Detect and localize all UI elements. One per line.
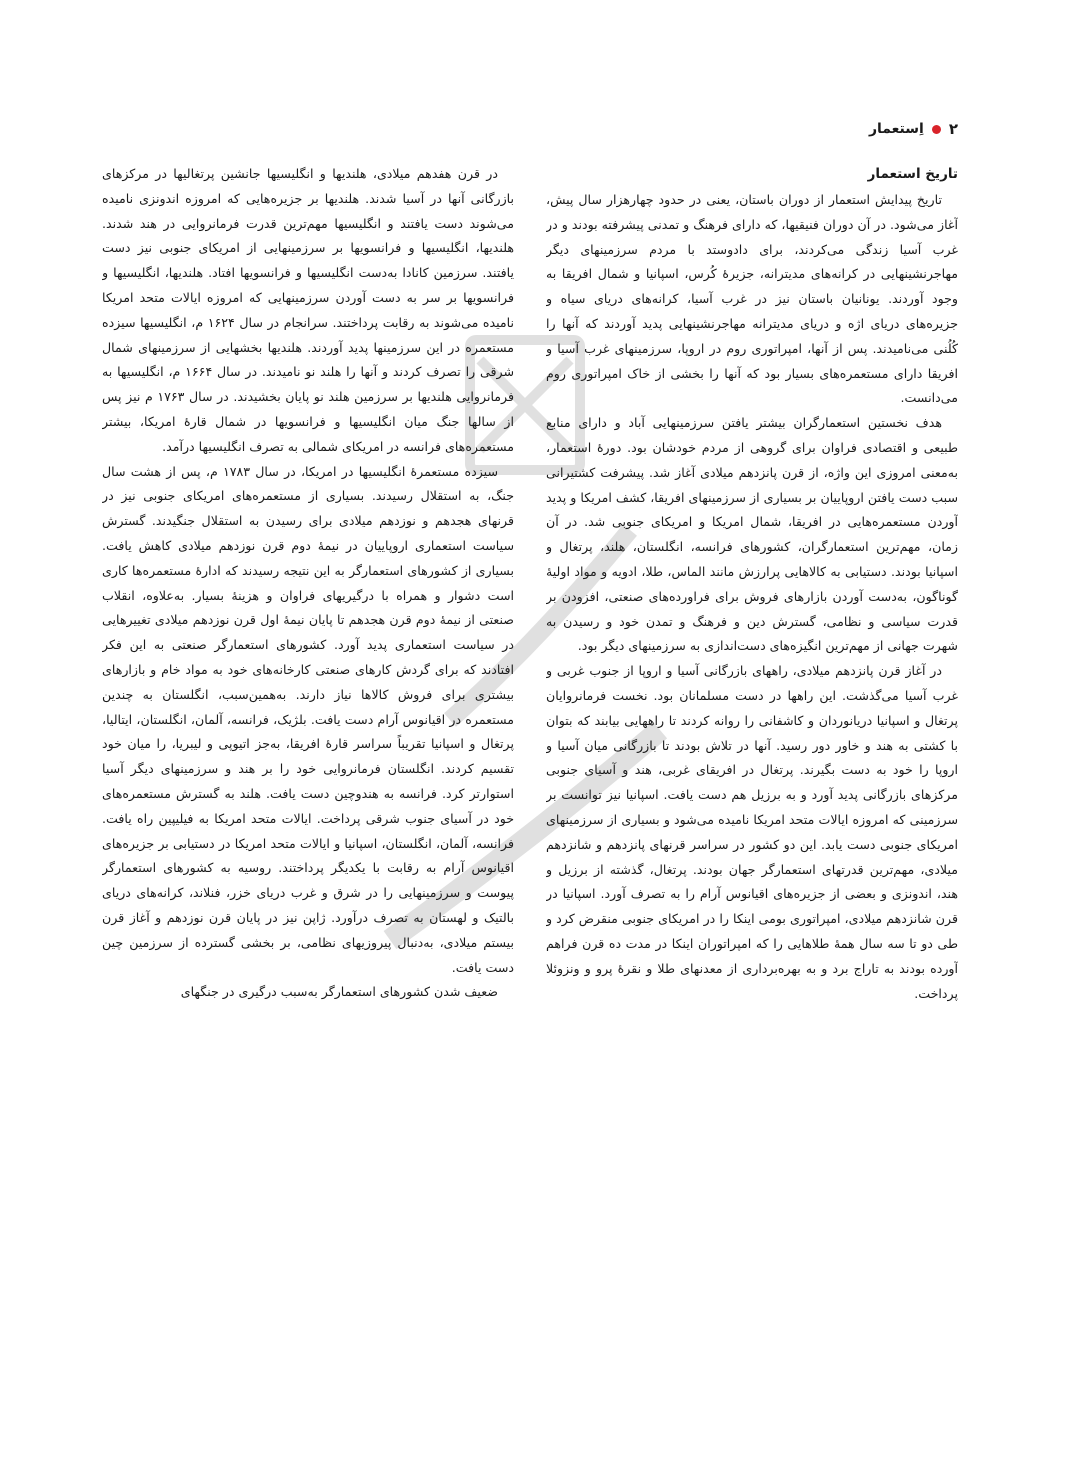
- paragraph: ضعیف شدن کشورهای استعمارگر به‌سبب درگیری در جنگهای: [180, 984, 498, 1000]
- paragraph: هدف نخستین استعمارگران بیشتر یافتن سرزمینهایی آباد و دارای منابع طبیعی و اقتصادی فراوان برای گروهی از مردم خودشان بود. دورهٔ استعمار، به‌معنی امروزی این واژه، از قرن پانزدهم میلادی آغاز شد. پیشرفت کشتیرانی سبب دست یافتن اروپاییان بر بسیاری از سرزمینهای افریقا، کشف امریکا و پدید آوردن مستعمره‌هایی در افریقا، شمال امریکا و امریکای جنوبی شد. در آن زمان، مهم‌ترین استعمارگران، کشورهای فرانسه، انگلستان، هلند، پرتغال و اسپانیا بودند. دستیابی به کالاهایی پرارزش مانند الماس، طلا، ادویه و مواد اولیهٔ گوناگون، به‌دست آوردن بازارهای فروش برای فراورده‌های صنعتی، افزودن بر قدرت سیاسی و نظامی، گسترش دین و فرهنگ و تمدن خود و رسیدن به شهرت جهانی از مهم‌ترین انگیزه‌های دست‌اندازی به سرزمینهای دیگر بود.: [546, 415, 958, 654]
- chapter-title: اِستعمار: [868, 121, 924, 137]
- red-bullet-icon: [932, 125, 941, 134]
- paragraph: در آغاز قرن پانزدهم میلادی، راههای بازرگانی آسیا و اروپا از جنوب غربی و غرب آسیا می‌گذشت. این راهها در دست مسلمانان بود. نخست فرمانروایان پرتغال و اسپانیا دریانوردان و کاشفانی را روانه کردند تا راههایی بیابند که بتوان با کشتی به هند و خاور دور رسید. آنها در تلاش بودند تا بازرگانی میان آسیا و اروپا را خود به دست بگیرند. پرتغال در افریقای غربی، هند و آسیای جنوبی مرکزهای بازرگانی پدید آورد و به برزیل هم دست یافت. اسپانیا نیز توانست بر سرزمینی که امروزه ایالات متحد امریکا نامیده می‌شود و بسیاری از سرزمینهای امریکای جنوبی دست یابد. این دو کشور در سراسر قرنهای پانزدهم و شانزدهم میلادی، مهم‌ترین قدرتهای استعمارگر جهان بودند. پرتغال، گذشته از برزیل و هند، اندونزی و بعضی از جزیره‌های اقیانوس آرام را به تصرف آورد. اسپانیا در قرن شانزدهم میلادی، امپراتوری بومی اینکا را در امریکای جنوبی منقرض کرد و طی دو تا سه سال همهٔ طلاهایی را که امپراتوران اینکا در مدت ده قرن فراهم آورده بودند به تاراج برد و به بهره‌برداری از معدنهای طلا و نقرهٔ پرو و ونزوئلا پرداخت.: [546, 663, 958, 1001]
- paragraph: تاریخ پیدایش استعمار از دوران باستان، یعنی در حدود چهارهزار سال پیش، آغاز می‌شود. در آن دوران فنیقیها، که دارای فرهنگ و تمدنی پیشرفته بودند و در غرب آسیا زندگی می‌کردند، برای دادوستد با مردم سرزمینهای دیگر مهاجرنشینهایی در کرانه‌های مدیترانه، جزیرهٔ کُرس، اسپانیا و شمال افریقا به وجود آوردند. یونانیان باستان نیز در غرب آسیا، کرانه‌های دریای سیاه و جزیره‌های دریای اژه و دریای مدیترانه مهاجرنشینهایی پدید آوردند که آنها را کُلُنی می‌نامیدند. پس از آنها، امپراتوری روم در اروپا، سرزمینهای غرب آسیا و افریقا دارای مستعمره‌های بسیار بود که آنها را بخشی از خاک امپراتوری روم می‌دانست.: [546, 192, 958, 406]
- paragraph: در قرن هفدهم میلادی، هلندیها و انگلیسیها جانشین پرتغالیها در مرکزهای بازرگانی آنها در آسیا شدند. هلندیها بر جزیره‌هایی که امروزه اندونزی نامیده می‌شوند دست یافتند و انگلیسیها مهم‌ترین قدرت فرمانروایی در هند شدند. هلندیها، انگلیسیها و فرانسویها بر سرزمینهایی از امریکای جنوبی نیز دست یافتند. سرزمین کانادا به‌دست انگلیسیها و فرانسویها افتاد. هلندیها، انگلیسیها و فرانسویها بر سر به دست آوردن سرزمینهایی که امروزه ایالات متحد امریکا نامیده می‌شوند به رقابت پرداختند. سرانجام در سال ۱۶۲۴ م، انگلیسیها سیزده مستعمره در این سرزمینها پدید آوردند. هلندیها بخشهایی از سرزمینهای شمال شرقی را تصرف کردند و آنها را هلند نو نامیدند. در سال ۱۶۶۴ م، انگلیسیها به فرمانروایی هلندیها بر سرزمین هلند نو پایان بخشیدند. در سال ۱۷۶۳ م نیز پس از سالها جنگ میان انگلیسیها و فرانسویها در شمال قارهٔ امریکا، بیشتر مستعمره‌های فرانسه در امریکای شمالی به تصرف انگلیسیها درآمد.: [102, 166, 514, 454]
- right-column: [546, 162, 958, 1332]
- two-column-body: [102, 162, 958, 1332]
- page-number: ۲: [948, 120, 958, 138]
- section-title: تاریخ استعمار: [867, 166, 958, 182]
- left-column: [102, 162, 514, 1332]
- paragraph: سیزده مستعمرهٔ انگلیسیها در امریکا، در سال ۱۷۸۳ م، پس از هشت سال جنگ، به استقلال رسیدند. بسیاری از مستعمره‌های امریکای جنوبی نیز در قرنهای هجدهم و نوزدهم میلادی برای رسیدن به استقلال جنگیدند. گسترش سیاست استعماری اروپاییان در نیمهٔ دوم قرن نوزدهم میلادی کاهش یافت. بسیاری از کشورهای استعمارگر به این نتیجه رسیدند که ادارهٔ مستعمره‌ها کاری است دشوار و همراه با درگیریهای فراوان و هزینهٔ بسیار. به‌علاوه، انقلاب صنعتی از نیمهٔ دوم قرن هجدهم تا پایان نیمهٔ اول قرن نوزدهم میلادی تغییرهایی در سیاست استعماری پدید آورد. کشورهای استعمارگر صنعتی به این فکر افتادند که برای گردش کارهای صنعتی کارخانه‌های خود به مواد خام و بازارهای بیشتری برای فروش کالاها نیاز دارند. به‌همین‌سبب، انگلستان به چندین مستعمره در اقیانوس آرام دست یافت. بلژیک، فرانسه، آلمان، انگلستان، ایتالیا، پرتغال و اسپانیا تقریباً سراسر قارهٔ افریقا، به‌جز اتیوپی و لیبریا، را میان خود تقسیم کردند. انگلستان فرمانروایی خود را بر هند و سرزمینهای دیگر آسیا استوارتر کرد. فرانسه به هندوچین دست یافت. هلند به گسترش مستعمره‌های خود در آسیای جنوب شرقی پرداخت. ایالات متحد امریکا به فیلیپین راه یافت. فرانسه، آلمان، انگلستان، اسپانیا و ایالات متحد امریکا در دستیابی بر جزیره‌های اقیانوس آرام به رقابت با یکدیگر پرداختند. روسیه به کشورهای استعمارگر پیوست و سرزمینهایی را در شرق و غرب دریای خزر، فنلاند، کرانه‌های دریای بالتیک و لهستان به تصرف درآورد. ژاپن نیز در پایان قرن نوزدهم و آغاز قرن بیستم میلادی، به‌دنبال پیروزیهای نظامی، بر بخشی گسترده از سرزمین چین دست یافت.: [102, 463, 514, 975]
- page-header: [869, 120, 958, 138]
